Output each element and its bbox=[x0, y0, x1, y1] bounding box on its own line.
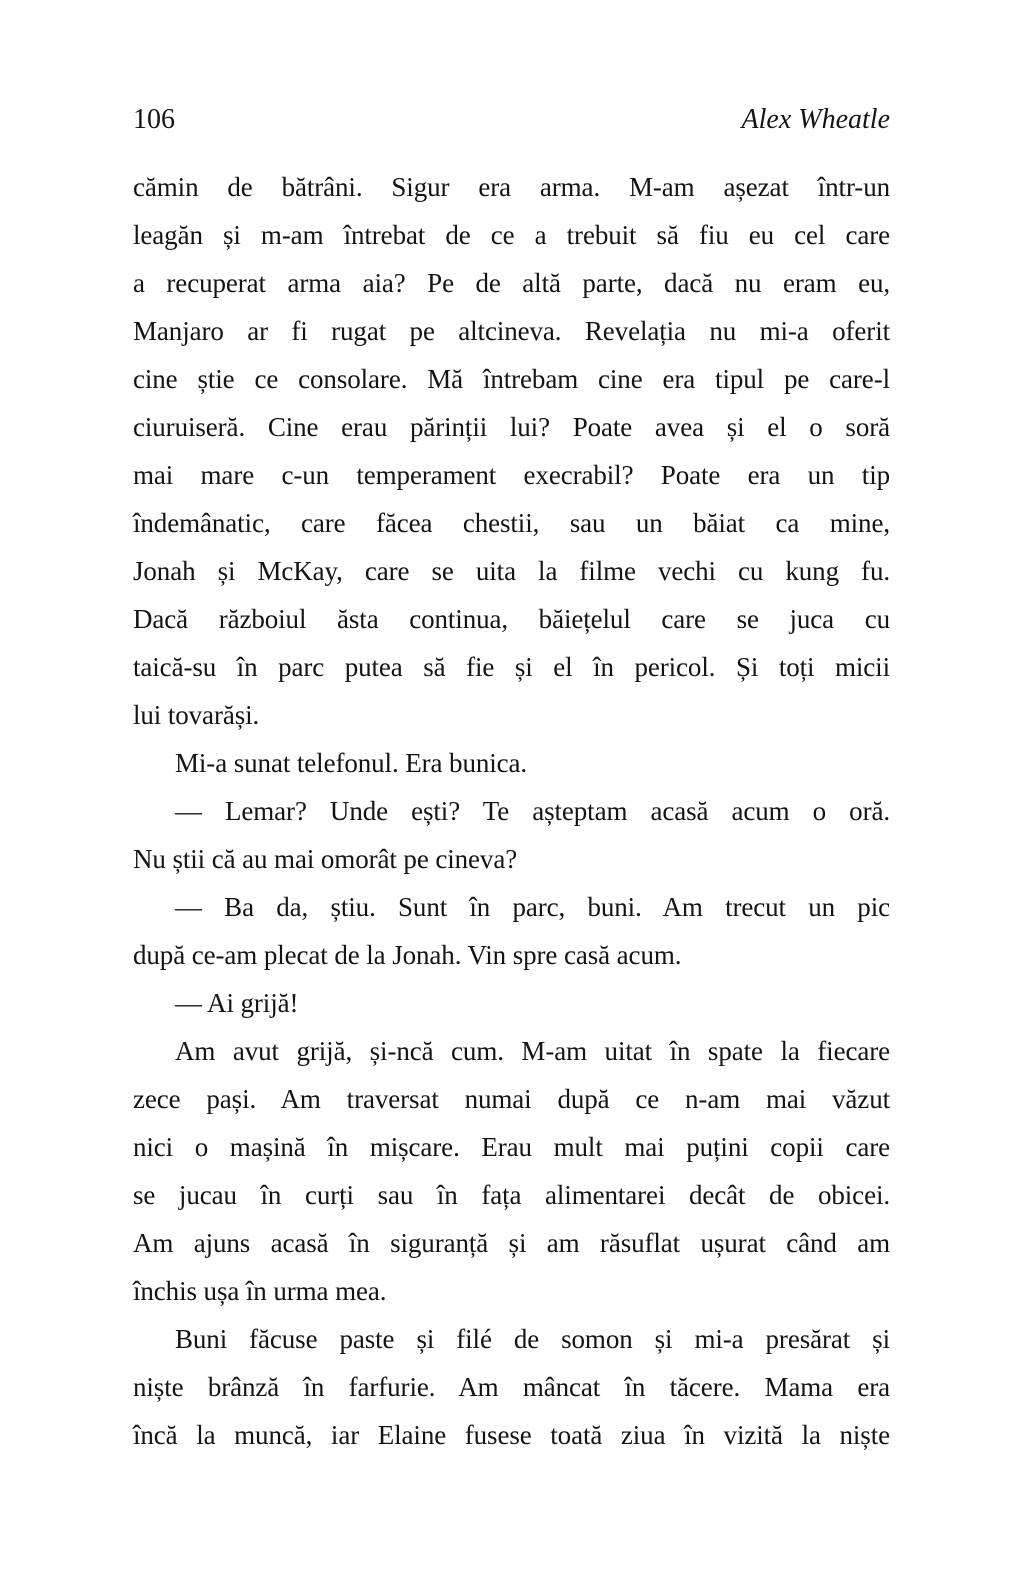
text-line: leagăn și m-am întrebat de ce a trebuit să fiu eu cel care bbox=[133, 220, 890, 250]
body-text bbox=[133, 163, 890, 1459]
text-line: închis ușa în urma mea. bbox=[133, 1276, 387, 1306]
text-line: Am avut grijă, și-ncă cum. M-am uitat în spate la fiecare bbox=[175, 1036, 890, 1066]
text-line: după ce-am plecat de la Jonah. Vin spre casă acum. bbox=[133, 940, 682, 970]
text-line: Nu știi că au mai omorât pe cineva? bbox=[133, 844, 518, 874]
text-line: Dacă războiul ăsta continua, băiețelul care se juca cu bbox=[133, 604, 890, 634]
text-line: Manjaro ar fi rugat pe altcineva. Revelația nu mi-a oferit bbox=[133, 316, 890, 346]
text-line: încă la muncă, iar Elaine fusese toată ziua în vizită la niște bbox=[133, 1420, 890, 1450]
author-name: Alex Wheatle bbox=[741, 104, 890, 135]
text-line: Mi-a sunat telefonul. Era bunica. bbox=[175, 748, 528, 778]
text-line: se jucau în curți sau în fața alimentarei decât de obicei. bbox=[133, 1180, 890, 1210]
text-line: cine știe ce consolare. Mă întrebam cine era tipul pe care-l bbox=[133, 364, 890, 394]
text-line: — Lemar? Unde ești? Te așteptam acasă acum o oră. bbox=[175, 796, 890, 826]
text-line: a recuperat arma aia? Pe de altă parte, dacă nu eram eu, bbox=[133, 268, 890, 298]
text-line: cămin de bătrâni. Sigur era arma. M-am așezat într-un bbox=[133, 172, 890, 202]
text-line: taică-su în parc putea să fie și el în pericol. Și toți micii bbox=[133, 652, 890, 682]
text-line: niște brânză în farfurie. Am mâncat în tăcere. Mama era bbox=[133, 1372, 890, 1402]
running-header bbox=[133, 103, 890, 137]
text-line: mai mare c-un temperament execrabil? Poate era un tip bbox=[133, 460, 890, 490]
text-line: ciuruiseră. Cine erau părinții lui? Poate avea și el o soră bbox=[133, 412, 890, 442]
text-line: Jonah și McKay, care se uita la filme vechi cu kung fu. bbox=[133, 556, 890, 586]
text-line: Buni făcuse paste și filé de somon și mi-a presărat și bbox=[175, 1324, 890, 1354]
text-line: nici o mașină în mișcare. Erau mult mai puțini copii care bbox=[133, 1132, 890, 1162]
text-line: îndemânatic, care făcea chestii, sau un băiat ca mine, bbox=[133, 508, 890, 538]
text-line: — Ba da, știu. Sunt în parc, buni. Am trecut un pic bbox=[175, 892, 890, 922]
text-line: lui tovarăși. bbox=[133, 700, 260, 730]
text-line: Am ajuns acasă în siguranță și am răsuflat ușurat când am bbox=[133, 1228, 890, 1258]
text-line: zece pași. Am traversat numai după ce n-am mai văzut bbox=[133, 1084, 890, 1114]
page-number: 106 bbox=[133, 104, 175, 135]
text-line: — Ai grijă! bbox=[175, 988, 299, 1018]
